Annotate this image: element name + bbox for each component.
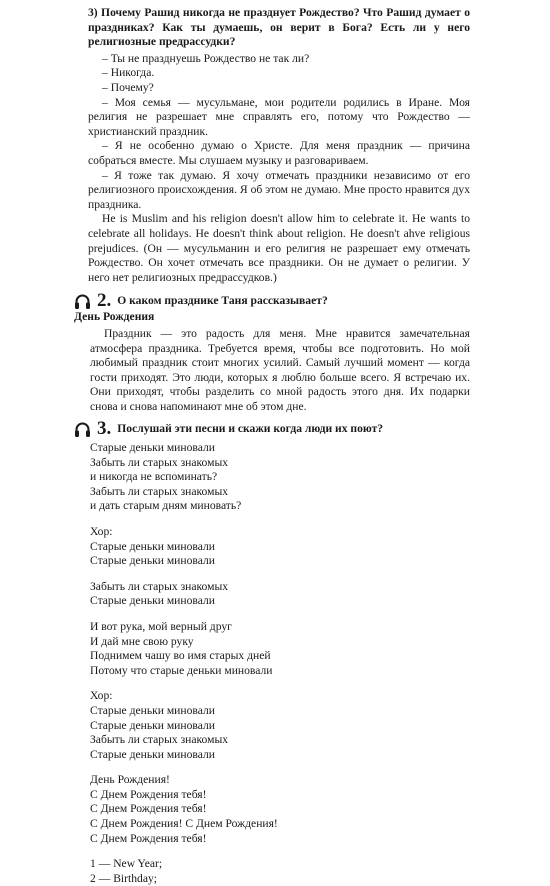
lyric-line: С Днем Рождения тебя! — [90, 787, 207, 801]
lyric-line: Забыть ли старых знакомых — [90, 733, 229, 747]
lyric-line: Старые деньки миновали — [90, 703, 215, 717]
lyric-line: Старые деньки миновали — [90, 554, 215, 568]
dialogue-line: – Я тоже так думаю. Я хочу отмечать праздники независимо от его религиозного происхождения. Я об этом не думаю. Мне просто нравится дух праздника. — [88, 168, 470, 211]
dialogue-line: – Моя семья — мусульмане, мои родители родились в Иране. Моя религия не разрешает мне справлять его, потому что Рождество — христианский праздник. — [88, 95, 470, 138]
lyric-line: и никогда не вспоминать? — [90, 470, 218, 484]
dialogue-line: – Почему? — [102, 80, 154, 94]
lyric-line: и дать старым дням миновать? — [90, 499, 242, 513]
headphones-icon — [74, 421, 91, 438]
lyric-line: Забыть ли старых знакомых — [90, 579, 229, 593]
exercise-question: О каком празднике Таня рассказывает? — [117, 294, 328, 308]
lyric-line: День Рождения! — [90, 773, 170, 787]
lyric-line: Старые деньки миновали — [90, 441, 215, 454]
text-subtitle: День Рождения — [74, 310, 155, 323]
lyric-line: Забыть ли старых знакомых — [90, 455, 229, 469]
lyric-line: Старые деньки миновали — [90, 747, 215, 761]
answer-line: 2 — Birthday; — [90, 871, 157, 885]
lyric-line: С Днем Рождения тебя! — [90, 831, 207, 845]
lyric-line: Забыть ли старых знакомых — [90, 484, 229, 498]
dialogue-line: – Ты не празднуешь Рождество не так ли? — [102, 51, 310, 65]
lyric-line: Старые деньки миновали — [90, 539, 215, 553]
exercise-question: Послушай эти песни и скажи когда люди их поют? — [117, 422, 384, 436]
lyric-line: С Днем Рождения! С Днем Рождения! — [90, 817, 278, 831]
lyric-line: И вот рука, мой верный друг — [90, 619, 232, 633]
chorus-label: Хор: — [90, 689, 113, 703]
exercise-number: 2. — [97, 290, 112, 312]
exercise-3-rashid — [88, 6, 470, 285]
dialogue-line: – Никогда. — [102, 66, 155, 80]
song-lyrics — [90, 441, 390, 886]
exercise-2-header — [74, 290, 474, 325]
paragraph: Праздник — это радость для меня. Мне нравится замечательная атмосфера праздника. Требуется время, чтобы все подготовить. Но мой любимый праздник стоит многих усилий. Самый лучший момент — когда гости приходят. Это люди, которых я люблю больше всего. Я встречаю их. Они приходят, чтобы разделить со мной радость этого дня. Их подарки снова и снова напоминают мне об этом дне. — [90, 327, 470, 413]
question-rashid: 3) Почему Рашид никогда не празднует Рождество? Что Рашид думает о праздниках? Как ты думаешь, он верит в Бога? Есть ли у него религиозные предрассудки? — [88, 6, 470, 49]
lyric-line: Старые деньки миновали — [90, 718, 215, 732]
chorus-label: Хор: — [90, 524, 113, 538]
headphones-icon — [74, 293, 91, 310]
lyric-line: Потому что старые деньки миновали — [90, 663, 273, 677]
lyric-line: Поднимем чашу во имя старых дней — [90, 649, 271, 663]
lyric-line: И дай мне свою руку — [90, 634, 194, 648]
exercise-3-header — [74, 418, 474, 440]
lyric-line: Старые деньки миновали — [90, 594, 215, 608]
exercise-number: 3. — [97, 418, 112, 440]
answer-line: 1 — New Year; — [90, 857, 163, 871]
lyric-line: С Днем Рождения тебя! — [90, 802, 207, 816]
dialogue-line: – Я не особенно думаю о Христе. Для меня праздник — причина собраться вместе. Мы слушаем музыку и разговариваем. — [88, 139, 470, 167]
english-answer: He is Muslim and his religion doesn't allow him to celebrate it. He wants to celebrate all holidays. He doesn't think about religion. He doesn't ahve religious prejudices. (Он — мусульманин и его религия не разрешает ему отмечать Рождество. Он хочет отмечать все праздники. Он не думает о религии. У него нет религиозных предрассудков.) — [88, 212, 470, 284]
birthday-text — [90, 327, 470, 415]
